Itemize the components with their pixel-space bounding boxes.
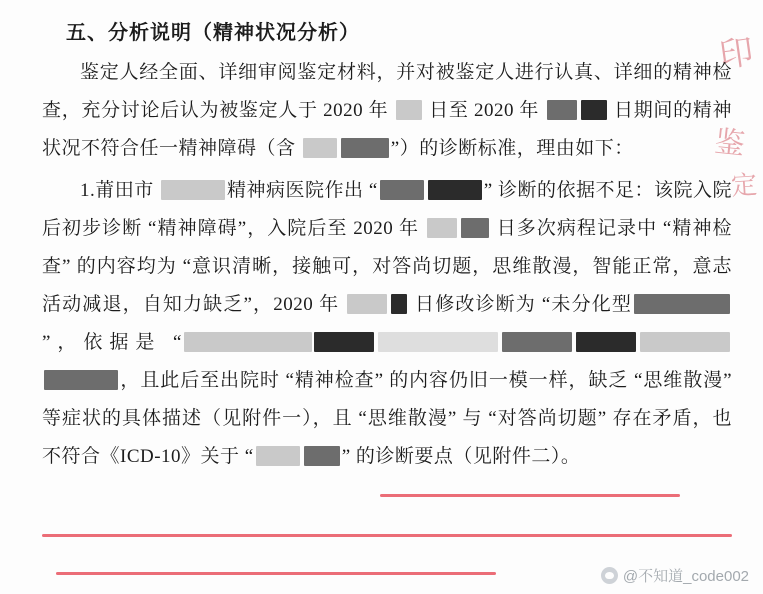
- underline-annotation-1: [380, 494, 680, 497]
- redaction-block: [502, 332, 572, 352]
- underline-annotation-2: [42, 534, 732, 537]
- stamp-mark-3: 定: [730, 170, 759, 201]
- underline-annotation-3: [56, 572, 496, 575]
- text-run: ”）的诊断标准，理由如下：: [390, 138, 634, 159]
- text-run: 日至 2020 年: [423, 100, 545, 121]
- text-run: 1.莆田市: [80, 180, 160, 201]
- redaction-block: [547, 100, 577, 120]
- redaction-block: [161, 180, 225, 200]
- redaction-block: [303, 138, 337, 158]
- redaction-block: [314, 332, 374, 352]
- stamp-mark-2: 鉴: [712, 125, 747, 162]
- watermark-text: @不知道_code002: [622, 568, 749, 585]
- paragraph-1: [42, 54, 732, 168]
- paragraph-2: [42, 172, 732, 476]
- text-run: ”，依据是 “: [42, 332, 182, 353]
- redaction-block: [347, 294, 387, 314]
- redaction-block: [581, 100, 607, 120]
- text-run: 日期间的精神状况不符合任一精神障碍（含: [42, 100, 732, 159]
- text-run: ” 的诊断要点（见附件二）。: [341, 446, 581, 467]
- text-run: ，且此后至出院时 “精神检查” 的内容仍旧一模一样，缺乏 “思维散漫” 等症状的具体描述（见附件一），且 “思维散漫” 与 “对答尚切题” 存在矛盾，也不符合《ICD-10》关于 “: [42, 370, 732, 467]
- redaction-block: [44, 370, 118, 390]
- redaction-block: [256, 446, 300, 466]
- stamp-mark-1: 印: [717, 33, 756, 76]
- text-run: ” 诊断的依据不足：该院入院后初步诊断 “精神障碍”，入院后至 2020 年: [42, 180, 733, 239]
- document-body: [42, 10, 732, 476]
- text-run: 精神病医院作出 “: [227, 180, 378, 201]
- eye-icon: [601, 567, 618, 584]
- redaction-block: [428, 180, 482, 200]
- redaction-block: [427, 218, 457, 238]
- section-title: 五、分析说明（精神状况分析）: [66, 22, 360, 44]
- redaction-block: [341, 138, 389, 158]
- redaction-block: [378, 332, 498, 352]
- redaction-block: [640, 332, 730, 352]
- text-run: 日多次病程记录中 “精神检查” 的内容均为 “意识清晰，接触可，对答尚切题，思维散漫，智能正常，意志活动减退，自知力缺乏”，2020 年: [42, 218, 733, 315]
- redaction-block: [634, 294, 730, 314]
- text-run: 日修改诊断为 “未分化型: [409, 294, 633, 315]
- redaction-block: [380, 180, 424, 200]
- text-run: 鉴定人经全面、详细审阅鉴定材料，并对被鉴定人进行认真、详细的精神检查，充分讨论后认为被鉴定人于 2020 年: [42, 62, 732, 121]
- redaction-block: [304, 446, 340, 466]
- redaction-block: [461, 218, 489, 238]
- redaction-block: [576, 332, 636, 352]
- redaction-block: [391, 294, 407, 314]
- redaction-block: [184, 332, 312, 352]
- watermark: [601, 565, 749, 586]
- redaction-block: [396, 100, 422, 120]
